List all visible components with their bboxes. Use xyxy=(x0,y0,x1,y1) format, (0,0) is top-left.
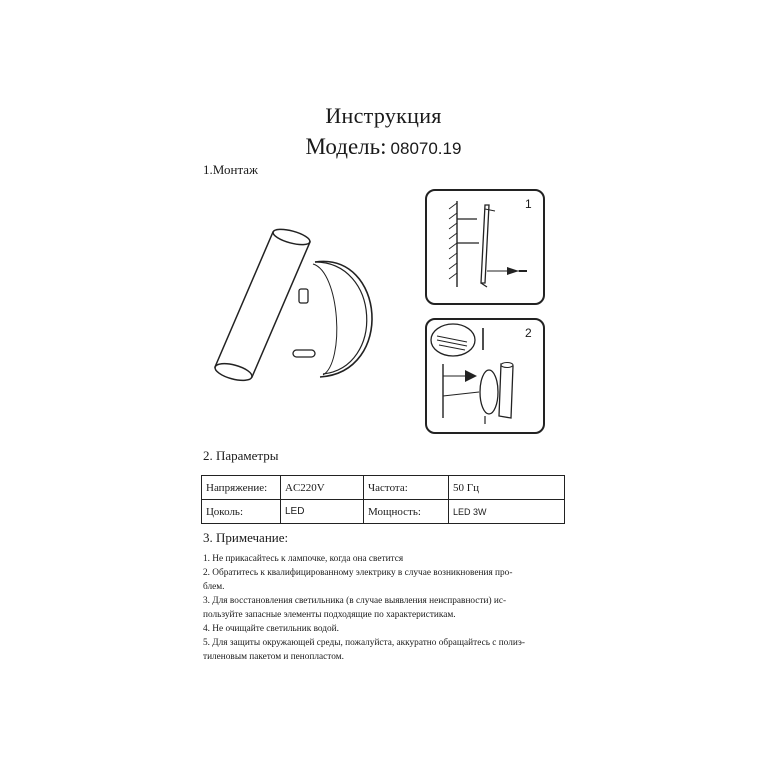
notes-list xyxy=(203,552,563,664)
section-parameters-heading: 2. Параметры xyxy=(203,448,279,463)
step-1-number: 1 xyxy=(525,197,532,211)
section-notes-heading: 3. Примечание: xyxy=(203,530,289,545)
model-label: Модель: xyxy=(305,134,387,159)
table-cell: AC220V xyxy=(281,476,364,500)
parameters-table xyxy=(201,475,565,524)
table-row xyxy=(202,476,565,500)
table-cell: Частота: xyxy=(364,476,449,500)
wall-mounting-icon xyxy=(427,191,543,303)
table-cell: Мощность: xyxy=(364,500,449,524)
diagram-step-1 xyxy=(425,189,545,305)
step-2-number: 2 xyxy=(525,326,532,340)
table-cell: Напряжение: xyxy=(202,476,281,500)
table-cell: Цоколь: xyxy=(202,500,281,524)
model-number: 08070.19 xyxy=(390,139,462,158)
page-title: Инструкция xyxy=(325,103,442,128)
list-item: пользуйте запасные элементы подходящие по характеристикам. xyxy=(203,610,456,620)
table-row xyxy=(202,500,565,524)
lamp-illustration xyxy=(195,212,395,392)
model-line xyxy=(0,134,767,160)
diagram-step-2 xyxy=(425,318,545,434)
table-cell: 50 Гц xyxy=(449,476,565,500)
list-item: 2. Обратитесь к квалифицированному электрику в случае возникновения про- xyxy=(203,568,513,578)
list-item: тиленовым пакетом и пенопластом. xyxy=(203,652,344,662)
table-cell: LED xyxy=(281,500,364,524)
wiring-assembly-icon xyxy=(427,320,543,432)
list-item: 3. Для восстановления светильника (в случае выявления неисправности) ис- xyxy=(203,596,507,606)
list-item: 5. Для защиты окружающей среды, пожалуйста, аккуратно обращайтесь с полиэ- xyxy=(203,638,525,648)
list-item: 1. Не прикасайтесь к лампочке, когда она светится xyxy=(203,554,404,564)
table-cell: LED 3W xyxy=(449,500,565,524)
section-mounting-heading: 1.Монтаж xyxy=(203,162,259,177)
list-item: блем. xyxy=(203,582,225,592)
list-item: 4. Не очищайте светильник водой. xyxy=(203,624,339,634)
